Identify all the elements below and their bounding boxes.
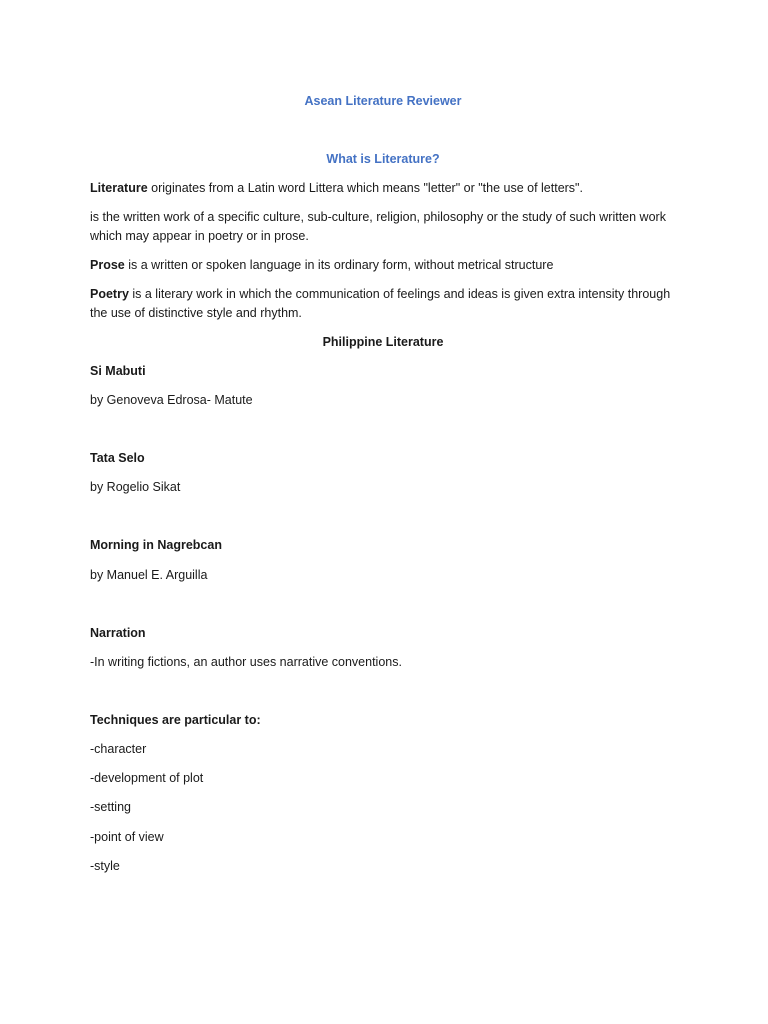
literature-text: originates from a Latin word Littera which means "letter" or "the use of letters". xyxy=(147,181,583,195)
technique-item: -development of plot xyxy=(90,771,204,785)
poetry-term: Poetry xyxy=(90,287,129,301)
narration-text: -In writing fictions, an author uses narrative conventions. xyxy=(90,655,402,669)
literature-term: Literature xyxy=(90,181,148,195)
narration-heading: Narration xyxy=(90,626,146,640)
technique-item: -setting xyxy=(90,800,131,814)
technique-item: -point of view xyxy=(90,830,164,844)
literature-definition xyxy=(90,179,676,198)
work-title: Tata Selo xyxy=(90,451,145,465)
literature-description: is the written work of a specific culture, sub-culture, religion, philosophy or the study of such written work which may appear in poetry or in prose. xyxy=(90,210,666,243)
document-title: Asean Literature Reviewer xyxy=(304,94,462,108)
work-title: Morning in Nagrebcan xyxy=(90,538,222,552)
section-heading-what-is-literature: What is Literature? xyxy=(326,152,440,166)
prose-definition xyxy=(90,256,676,275)
technique-item: -character xyxy=(90,742,147,756)
work-author: by Manuel E. Arguilla xyxy=(90,568,208,582)
techniques-heading: Techniques are particular to: xyxy=(90,713,261,727)
work-author: by Genoveva Edrosa- Matute xyxy=(90,393,253,407)
technique-item: -style xyxy=(90,859,120,873)
work-title: Si Mabuti xyxy=(90,364,146,378)
poetry-text: is a literary work in which the communication of feelings and ideas is given extra intensity through the use of distinctive style and rhythm. xyxy=(90,287,671,320)
document-page xyxy=(90,0,676,1024)
work-author: by Rogelio Sikat xyxy=(90,480,181,494)
prose-term: Prose xyxy=(90,258,125,272)
poetry-definition xyxy=(90,285,676,323)
section-heading-philippine-literature: Philippine Literature xyxy=(322,335,444,349)
prose-text: is a written or spoken language in its ordinary form, without metrical structure xyxy=(124,258,554,272)
